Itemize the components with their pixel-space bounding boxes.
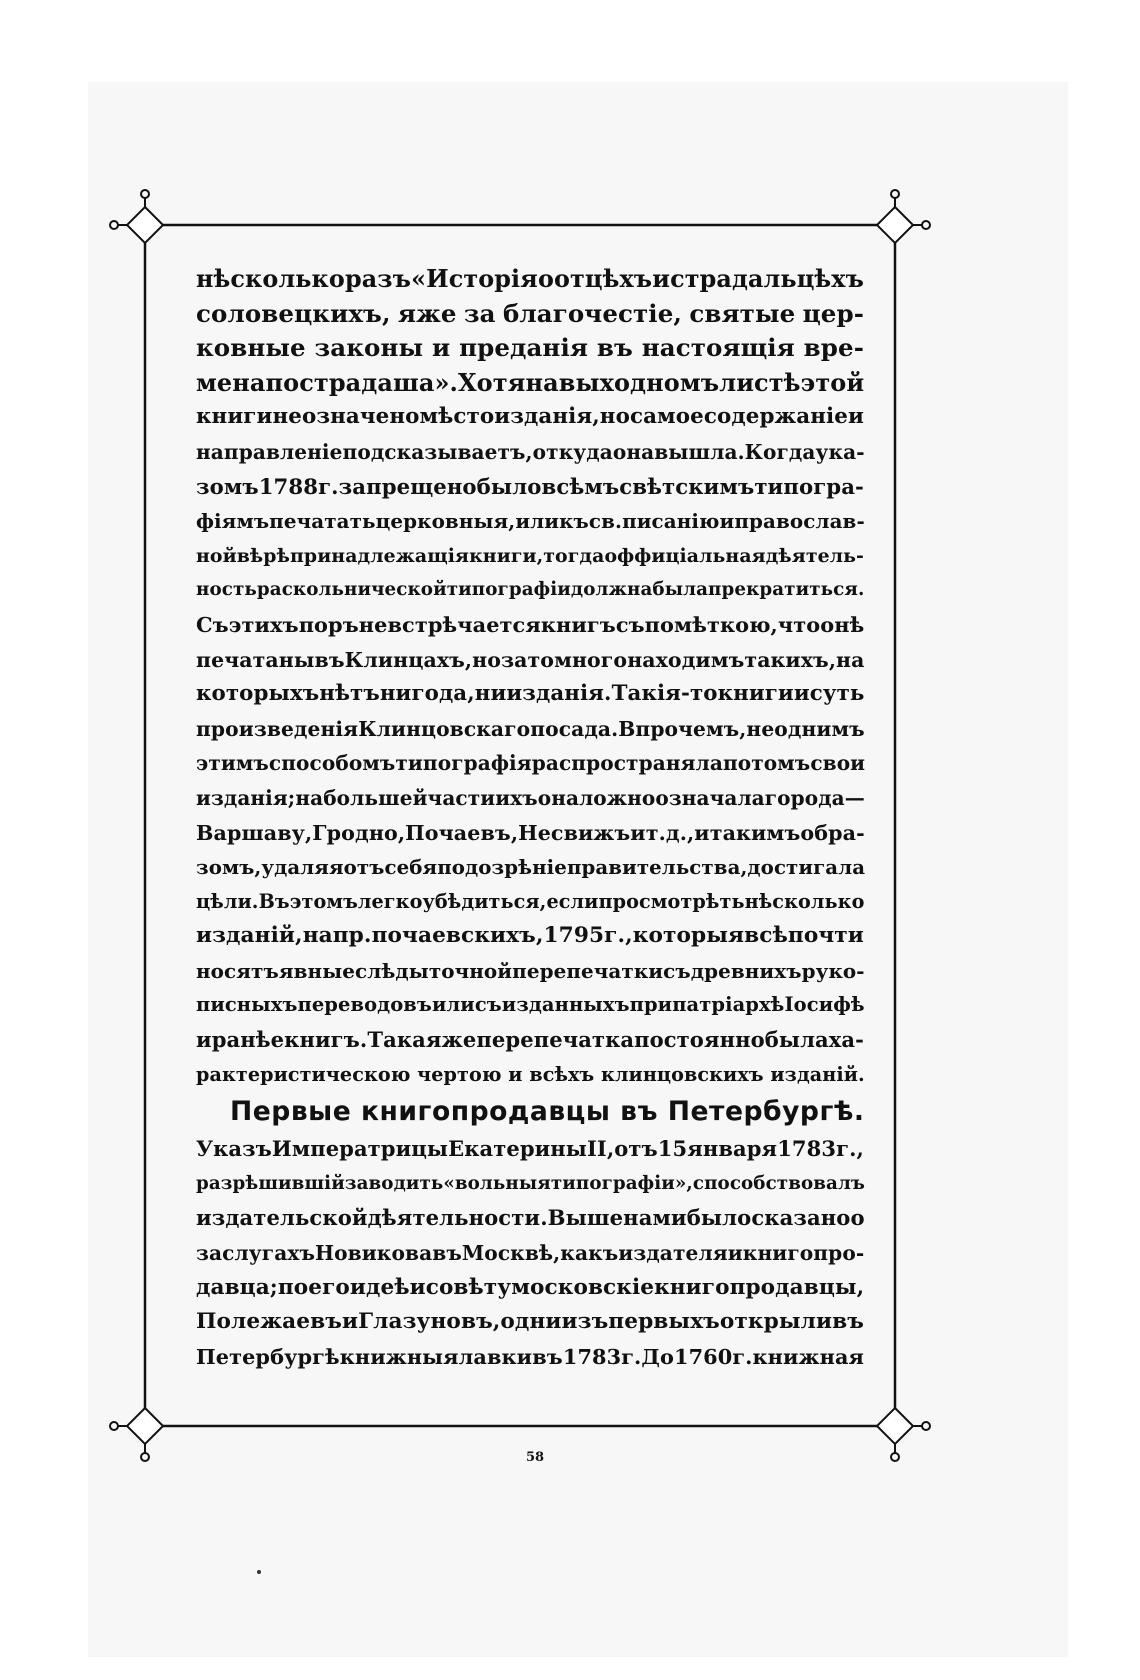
- word: за: [463, 298, 496, 328]
- word: такихъ,: [744, 647, 837, 672]
- word: Новикова: [315, 1241, 433, 1266]
- word: т.: [645, 820, 666, 845]
- word: цер-: [802, 298, 864, 328]
- word: въ: [314, 647, 345, 672]
- word: руко-: [801, 958, 865, 983]
- word: не: [746, 716, 775, 741]
- text-line: [196, 331, 864, 366]
- word: одни: [500, 1309, 562, 1335]
- word: этой: [800, 368, 865, 397]
- word: пострадаша».: [265, 368, 458, 397]
- word: перепечатки: [512, 958, 664, 983]
- text-line: [196, 850, 864, 885]
- word: города—: [764, 785, 865, 810]
- word: января: [687, 1136, 778, 1162]
- word: книгопро-: [742, 1241, 865, 1266]
- word: изданія,: [494, 404, 600, 430]
- word: Такая: [367, 1027, 442, 1053]
- word: и: [409, 1274, 426, 1300]
- word: Съ: [196, 611, 229, 637]
- word: Клинцовскаго: [358, 716, 531, 741]
- word: была: [764, 1027, 829, 1053]
- word: нами: [623, 1205, 687, 1231]
- word: удаляя: [261, 855, 344, 880]
- word: заводить: [344, 1172, 444, 1194]
- word: ни: [379, 681, 412, 707]
- word: издателя: [618, 1241, 728, 1266]
- word: способствовалъ: [692, 1172, 866, 1194]
- word: вѣрѣ: [236, 544, 290, 567]
- word: какъ: [560, 1241, 619, 1266]
- word: зомъ,: [196, 855, 262, 880]
- word: 1783: [562, 1343, 622, 1369]
- text-line: [196, 435, 864, 470]
- word: заслугахъ: [196, 1241, 316, 1266]
- text-line: [196, 1271, 864, 1306]
- word: ность: [196, 579, 257, 601]
- word: Почаевъ,: [405, 820, 519, 845]
- word: настоящія: [641, 333, 795, 363]
- word: цѣли.: [196, 889, 259, 913]
- word: православ-: [734, 509, 865, 534]
- text-line: [196, 1340, 864, 1375]
- word: патріархѣ: [672, 993, 785, 1017]
- word: Варшаву,: [196, 820, 313, 845]
- word: ковные: [196, 333, 306, 363]
- word: зато: [501, 647, 555, 672]
- word: и: [719, 509, 735, 534]
- word: Такія-то: [611, 681, 718, 707]
- word: обра-: [800, 820, 865, 845]
- word: Въ: [258, 889, 290, 913]
- word: ха-: [828, 1027, 864, 1053]
- text-line: [196, 297, 864, 332]
- word: г.: [621, 1343, 642, 1369]
- word: дѣятель-: [765, 544, 864, 567]
- word: типографіи»,: [550, 1172, 693, 1194]
- page-number: 58: [525, 1450, 545, 1465]
- word: открыли: [719, 1309, 833, 1335]
- word: Хотя: [457, 368, 526, 397]
- word: на: [525, 368, 559, 397]
- word: ни: [474, 681, 507, 707]
- text-line: [196, 470, 864, 505]
- word: дѣятельности.: [367, 1205, 548, 1231]
- word: книги,: [469, 544, 544, 567]
- word: Глазуновъ,: [358, 1309, 501, 1335]
- word: съ: [663, 958, 691, 983]
- corner-ornament-bottom-left: [110, 1408, 163, 1461]
- text-line: [196, 643, 864, 678]
- word: этимъ: [196, 751, 269, 776]
- word: такимъ: [709, 820, 801, 845]
- word: въ: [832, 1309, 864, 1335]
- text-line: [196, 954, 864, 989]
- word: книги: [717, 681, 794, 707]
- word: разъ: [344, 265, 411, 293]
- word: 15: [657, 1136, 688, 1162]
- word: или: [515, 509, 560, 534]
- word: при: [629, 993, 673, 1017]
- word: которыхъ: [196, 681, 320, 707]
- section-heading: Первые книгопродавцы въ Петербургѣ.: [230, 1096, 865, 1128]
- word: зомъ: [196, 473, 259, 499]
- word: о: [850, 1205, 865, 1231]
- word: онѣ: [820, 611, 865, 637]
- word: способомъ: [268, 751, 396, 776]
- text-line: [196, 573, 864, 608]
- word: преданія: [459, 333, 589, 363]
- word: ука-: [815, 439, 865, 464]
- word: 1788: [258, 473, 319, 499]
- word: и: [847, 404, 864, 430]
- word: съ: [615, 611, 645, 637]
- word: отъ: [343, 855, 385, 880]
- word: что: [777, 611, 821, 637]
- word: которыя: [632, 923, 745, 949]
- word: она: [612, 439, 655, 464]
- word: издательской: [196, 1205, 368, 1231]
- word: Клинцахъ,: [344, 647, 473, 672]
- text-line: [196, 539, 864, 574]
- word: книгопродавцы,: [654, 1274, 865, 1300]
- word: изъ: [561, 1309, 609, 1335]
- corner-ornament-bottom-right: [877, 1408, 930, 1461]
- word: достигала: [747, 855, 866, 880]
- word: церковныя,: [375, 509, 516, 534]
- word: свѣтскимъ: [619, 473, 755, 499]
- word: о: [537, 265, 554, 293]
- word: и: [793, 681, 810, 707]
- text-line: [196, 608, 864, 643]
- word: было: [476, 473, 542, 499]
- word: была: [652, 579, 709, 601]
- word: точной: [428, 958, 513, 983]
- text-line: [196, 366, 864, 401]
- scan-speck: [257, 1570, 261, 1574]
- text-line: [196, 746, 864, 781]
- word: Полежаевъ: [196, 1309, 342, 1335]
- corner-ornament-top-left: [110, 190, 163, 243]
- word: не: [358, 611, 388, 637]
- word: и: [196, 1027, 212, 1053]
- word: книгъ.: [284, 1027, 368, 1053]
- text-line: [196, 712, 864, 747]
- word: нѣсколько: [196, 265, 345, 293]
- word: Екатерины: [448, 1136, 587, 1162]
- word: направленіе: [196, 439, 343, 464]
- text-line: [196, 816, 864, 851]
- text-line: [196, 400, 864, 435]
- word: и: [342, 1309, 359, 1335]
- word: типографія: [395, 751, 532, 776]
- word: ранѣе: [211, 1027, 285, 1053]
- word: означала: [655, 785, 765, 810]
- word: типографіи: [446, 579, 571, 601]
- text-line: [196, 919, 864, 954]
- word: изданныхъ: [501, 993, 630, 1017]
- word: отъ: [614, 1136, 658, 1162]
- word: съ: [474, 993, 502, 1017]
- word: ложно: [579, 785, 656, 810]
- word: г.: [318, 473, 339, 499]
- word: всѣ: [744, 923, 788, 949]
- text-line: [196, 781, 864, 816]
- word: нѣтъ: [319, 681, 380, 707]
- word: благочестіе,: [502, 298, 683, 328]
- word: но: [599, 404, 630, 430]
- text-line: [196, 262, 864, 297]
- word: года,: [411, 681, 475, 707]
- word: идеѣ: [349, 1274, 410, 1300]
- word: если: [546, 889, 599, 913]
- word: книгъ: [540, 611, 616, 637]
- word: суть: [809, 681, 865, 707]
- word: не: [272, 404, 302, 430]
- word: д.,: [665, 820, 695, 845]
- word: Указъ: [196, 1136, 272, 1162]
- word: Іосифѣ: [784, 993, 865, 1017]
- word: или: [431, 993, 475, 1017]
- word: всѣмъ: [541, 473, 620, 499]
- word: переводовъ: [297, 993, 432, 1017]
- word: лавки: [458, 1343, 533, 1369]
- word: давца;: [196, 1274, 278, 1300]
- word: Императрицы: [271, 1136, 449, 1162]
- word: ихъ: [495, 785, 538, 810]
- word: явные: [278, 958, 355, 983]
- word: Москвѣ,: [461, 1241, 561, 1266]
- word: раскольнической: [256, 579, 447, 601]
- word: же: [441, 1027, 477, 1053]
- word: древнихъ: [690, 958, 802, 983]
- word: мена: [196, 368, 266, 397]
- word: оффиціальная: [604, 544, 766, 567]
- word: потомъ: [722, 751, 811, 776]
- word: къ: [559, 509, 589, 534]
- word: фіямъ: [196, 509, 270, 534]
- word: встрѣчается: [387, 611, 541, 637]
- word: свои: [810, 751, 866, 776]
- word: II,: [586, 1136, 615, 1162]
- word: нѣсколько: [744, 889, 865, 913]
- word: однимъ: [774, 716, 865, 741]
- word: самое: [629, 404, 704, 430]
- text-line: [196, 1236, 864, 1271]
- word: вре-: [803, 333, 864, 363]
- word: перепечатка: [476, 1027, 635, 1053]
- word: изданій,: [196, 923, 303, 949]
- word: слѣды: [355, 958, 429, 983]
- word: прекратиться.: [708, 579, 865, 601]
- word: московскіе: [511, 1274, 655, 1300]
- word: принадлежащія: [289, 544, 470, 567]
- word: выходномъ: [558, 368, 720, 397]
- word: много: [554, 647, 628, 672]
- text-line: [196, 988, 864, 1023]
- word: листѣ: [719, 368, 801, 397]
- word: помѣткою,: [644, 611, 778, 637]
- word: печатаны: [196, 647, 315, 672]
- word: на: [295, 785, 324, 810]
- word: содержаніе: [703, 404, 848, 430]
- word: изданія;: [196, 785, 296, 810]
- text-line: [196, 1023, 864, 1058]
- word: разрѣшившій: [196, 1172, 345, 1194]
- word: въ: [596, 333, 633, 363]
- text-line: [196, 1167, 864, 1202]
- word: подозрѣніе: [437, 855, 567, 880]
- word: и: [431, 333, 451, 363]
- word: по: [277, 1274, 309, 1300]
- word: запрещено: [338, 473, 477, 499]
- word: г.,: [604, 923, 633, 949]
- word: писныхъ: [196, 993, 298, 1017]
- word: она: [537, 785, 580, 810]
- word: просмотрѣть: [598, 889, 745, 913]
- word: откуда: [532, 439, 613, 464]
- word: Несвижъ: [518, 820, 631, 845]
- text-line: рактеристическою чертою и всѣхъ клинцовскихъ изданій.: [196, 1062, 865, 1086]
- word: печатать: [269, 509, 376, 534]
- word: «вольныя: [443, 1172, 551, 1194]
- word: книжныя: [339, 1343, 459, 1369]
- word: г.,: [836, 1136, 864, 1162]
- word: первыхъ: [608, 1309, 720, 1335]
- word: Впрочемъ,: [618, 716, 747, 741]
- word: совѣту: [425, 1274, 512, 1300]
- word: книжная: [752, 1343, 865, 1369]
- word: почти: [787, 923, 864, 949]
- word: части: [427, 785, 496, 810]
- word: страдальцѣхъ: [670, 265, 864, 293]
- word: типогра-: [754, 473, 864, 499]
- word: 1795: [543, 923, 605, 949]
- text-line: [196, 1305, 864, 1340]
- text-line: [196, 1201, 864, 1236]
- word: Выше: [547, 1205, 624, 1231]
- word: г.: [732, 1343, 753, 1369]
- word: соловецкихъ,: [196, 298, 391, 328]
- word: правительства,: [566, 855, 748, 880]
- text-line: [196, 677, 864, 712]
- word: св.: [588, 509, 623, 534]
- word: его: [308, 1274, 350, 1300]
- word: подсказываетъ,: [342, 439, 533, 464]
- word: себя: [384, 855, 438, 880]
- text-line: [196, 885, 864, 920]
- word: 1783: [777, 1136, 837, 1162]
- word: въ: [532, 1343, 563, 1369]
- word: означено: [302, 404, 420, 430]
- word: «Исторія: [411, 265, 538, 293]
- word: на: [836, 647, 865, 672]
- word: и: [727, 1241, 743, 1266]
- word: но: [472, 647, 501, 672]
- word: вышла.: [654, 439, 745, 464]
- word: законы: [314, 333, 424, 363]
- word: 1760: [673, 1343, 733, 1369]
- word: почаевскихъ,: [371, 923, 544, 949]
- word: было: [686, 1205, 752, 1231]
- word: распространяла: [531, 751, 723, 776]
- word: и: [630, 820, 646, 845]
- word: въ: [432, 1241, 462, 1266]
- word: поръ: [298, 611, 359, 637]
- text-line: [196, 1132, 864, 1167]
- word: произведенія: [196, 716, 359, 741]
- word: До: [641, 1343, 674, 1369]
- word: писанію: [622, 509, 720, 534]
- word: носятъ: [196, 958, 279, 983]
- word: святые: [689, 298, 796, 328]
- word: напр.: [302, 923, 372, 949]
- word: Петербургѣ: [196, 1343, 340, 1369]
- word: отцѣхъ: [554, 265, 653, 293]
- body-text: [196, 262, 864, 1374]
- word: находимъ: [627, 647, 745, 672]
- word: Когда: [744, 439, 816, 464]
- word: сказано: [751, 1205, 851, 1231]
- word: книги: [196, 404, 273, 430]
- word: и: [652, 265, 671, 293]
- word: Гродно,: [312, 820, 406, 845]
- word: должна: [570, 579, 653, 601]
- word: постоянно: [634, 1027, 765, 1053]
- word: и: [694, 820, 710, 845]
- word: легко: [357, 889, 423, 913]
- text-line: [196, 504, 864, 539]
- word: мѣсто: [419, 404, 495, 430]
- word: этихъ: [228, 611, 299, 637]
- word: большей: [323, 785, 428, 810]
- word: изданія.: [506, 681, 612, 707]
- word: тогда: [543, 544, 605, 567]
- word: яже: [397, 298, 457, 328]
- corner-ornament-top-right: [877, 190, 930, 243]
- word: убѣдиться,: [422, 889, 547, 913]
- word: ной: [196, 544, 237, 567]
- word: посада.: [530, 716, 619, 741]
- word: этомъ: [289, 889, 358, 913]
